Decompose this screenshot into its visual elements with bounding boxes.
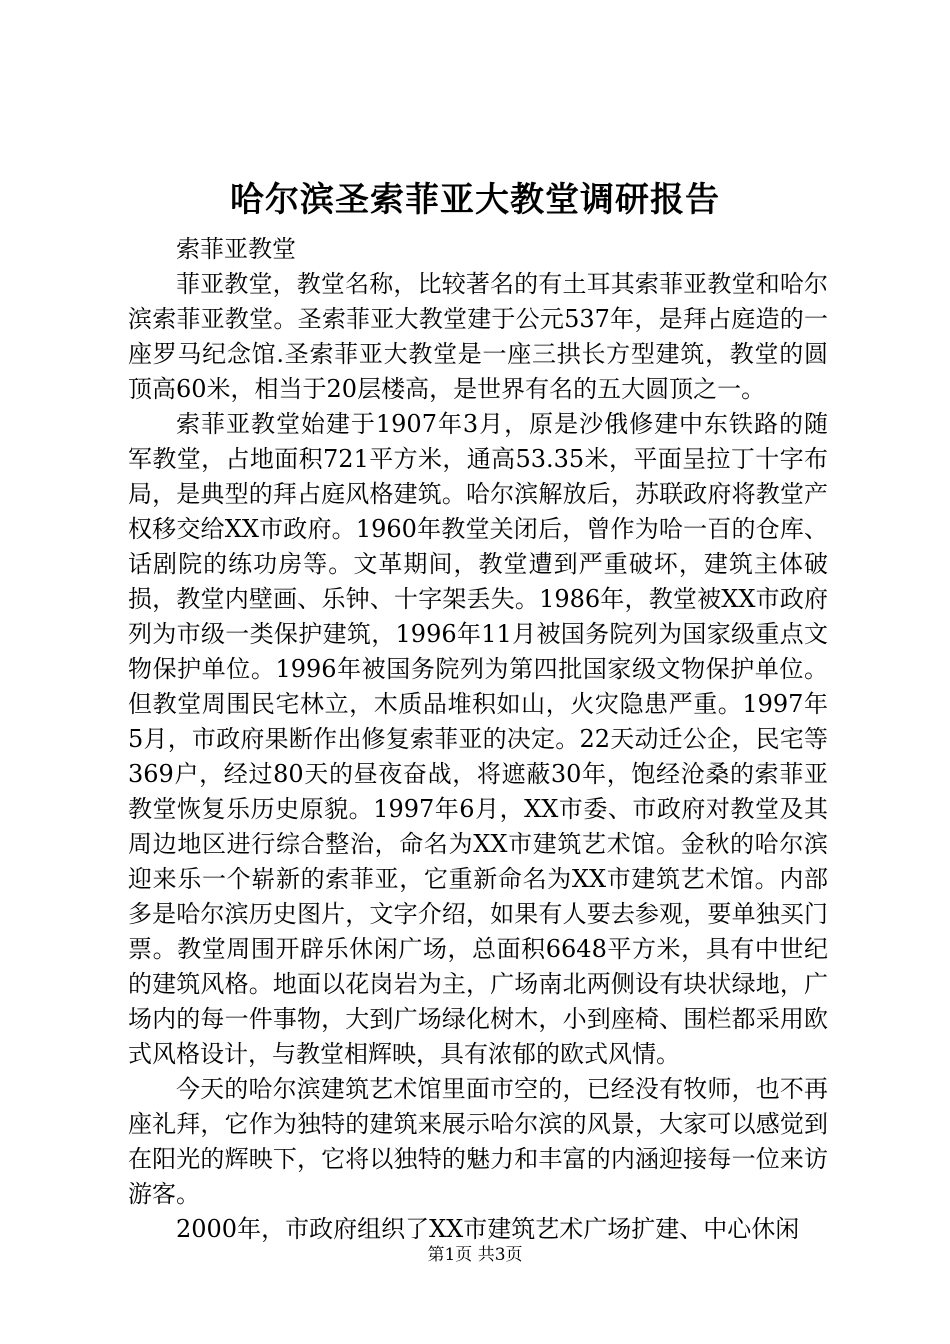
page-number-footer: 第1页 共3页 xyxy=(427,1245,523,1265)
paragraph: 菲亚教堂，教堂名称，比较著名的有土耳其索菲亚教堂和哈尔滨索菲亚教堂。圣索菲亚大教堂建于公元537年，是拜占庭造的一座罗马纪念馆.圣索菲亚大教堂是一座三拱长方型建筑，教堂的圆顶高60米，相当于20层楼高，是世界有名的五大圆顶之一。 xyxy=(128,270,828,403)
paragraph-heading: 索菲亚教堂 xyxy=(176,235,296,263)
paragraph: 2000年，市政府组织了XX市建筑艺术广场扩建、中心休闲 xyxy=(176,1215,800,1243)
document-title: 哈尔滨圣索菲亚大教堂调研报告 xyxy=(230,180,720,220)
paragraph: 索菲亚教堂始建于1907年3月，原是沙俄修建中东铁路的随军教堂，占地面积721平方米，通高53.35米，平面呈拉丁十字布局，是典型的拜占庭风格建筑。哈尔滨解放后，苏联政府将教堂产权移交给XX市政府。1960年教堂关闭后，曾作为哈一百的仓库、话剧院的练功房等。文革期间，教堂遭到严重破坏，建筑主体破损，教堂内壁画、乐钟、十字架丢失。1986年，教堂被XX市政府列为市级一类保护建筑，1996年11月被国务院列为国家级重点文物保护单位。1996年被国务院列为第四批国家级文物保护单位。但教堂周围民宅林立，木质品堆积如山，火灾隐患严重。1997年5月，市政府果断作出修复索菲亚的决定。22天动迁公企，民宅等369户，经过80天的昼夜奋战，将遮蔽30年，饱经沧桑的索菲亚教堂恢复乐历史原貌。1997年6月，XX市委、市政府对教堂及其周边地区进行综合整治，命名为XX市建筑艺术馆。金秋的哈尔滨迎来乐一个崭新的索菲亚，它重新命名为XX市建筑艺术馆。内部多是哈尔滨历史图片，文字介绍，如果有人要去参观，要单独买门票。教堂周围开辟乐休闲广场，总面积6648平方米，具有中世纪的建筑风格。地面以花岗岩为主，广场南北两侧设有块状绿地，广场内的每一件事物，大到广场绿化树木，小到座椅、围栏都采用欧式风格设计，与教堂相辉映，具有浓郁的欧式风情。 xyxy=(128,410,828,1068)
paragraph: 今天的哈尔滨建筑艺术馆里面市空的，已经没有牧师，也不再座礼拜，它作为独特的建筑来展示哈尔滨的风景，大家可以感觉到在阳光的辉映下，它将以独特的魅力和丰富的内涵迎接每一位来访游客。 xyxy=(128,1075,828,1208)
document-body xyxy=(128,232,828,1247)
